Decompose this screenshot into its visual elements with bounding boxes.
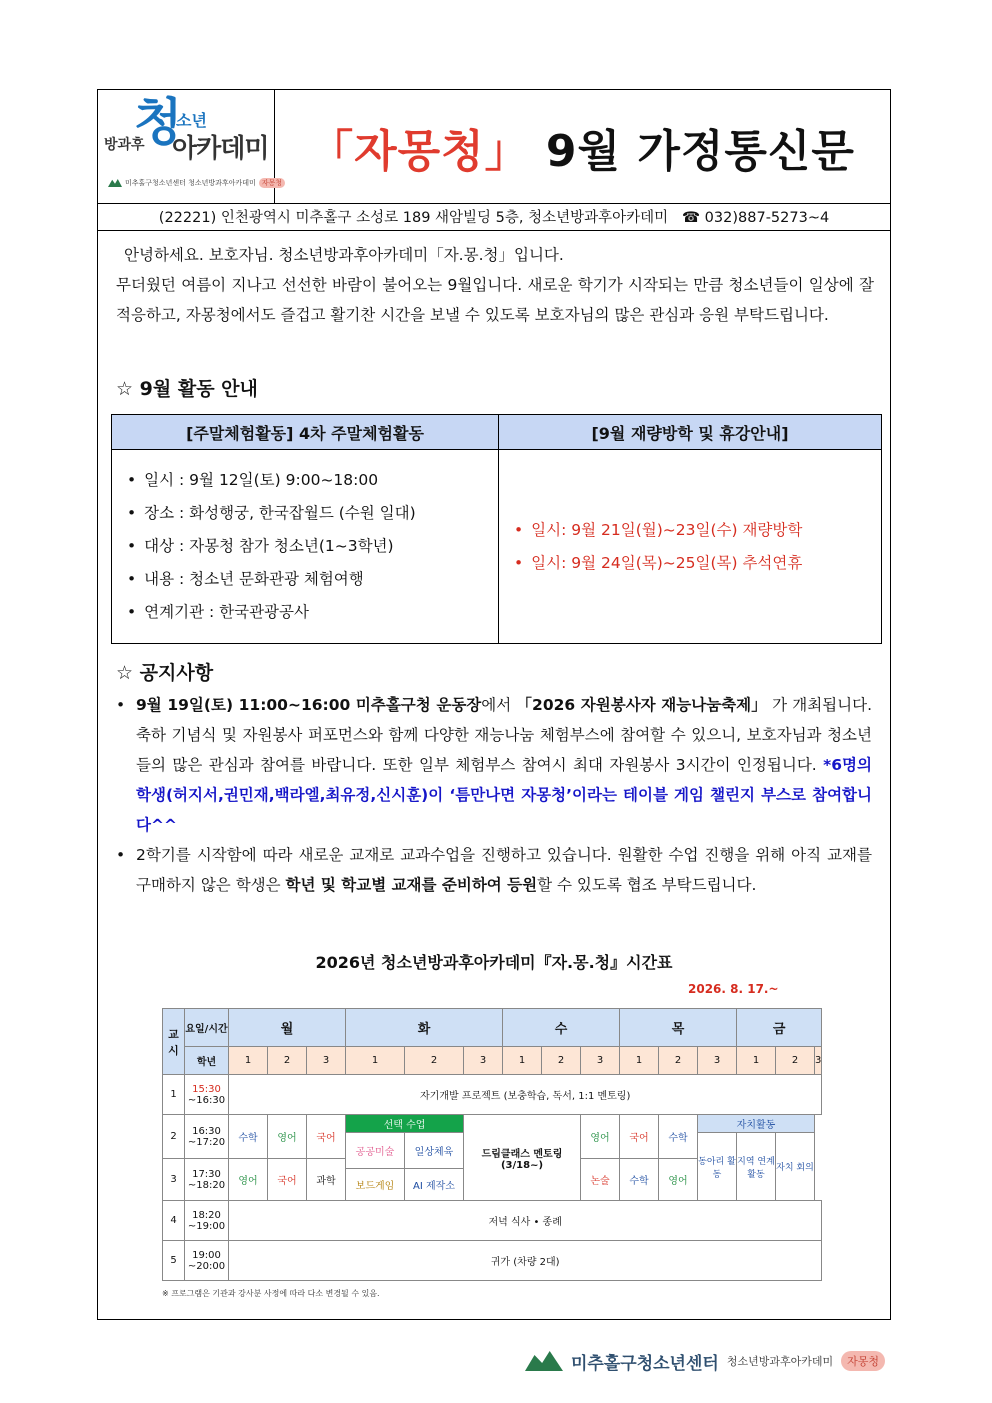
- class-cell: 영어: [581, 1115, 620, 1159]
- address-text: (22221) 인천광역시 미추홀구 소성로 189 새암빌딩 5층, 청소년방과후아카데미 ☎ 032)887-5273~4: [158, 210, 830, 226]
- grade-cell: 2: [268, 1047, 307, 1075]
- day-fri: 금: [737, 1009, 822, 1047]
- activities-header-holiday: [9월 재량방학 및 휴강안내]: [499, 415, 882, 450]
- class-cell: 영어: [268, 1115, 307, 1159]
- intro-paragraph: 무더웠던 여름이 지나고 선선한 바람이 불어오는 9월입니다. 새로운 학기가 시작되는 만큼 청소년들이 일상에 잘 적응하고, 자몽청에서도 즐겁고 활기찬 시간을 보낼 수 있도록 보호자님의 많은 관심과 응원 부탁드립니다.: [116, 276, 874, 324]
- title-rest: 9월 가정통신문: [529, 125, 855, 177]
- grade-cell: 3: [307, 1047, 346, 1075]
- period4-program: 저녁 식사 • 종례: [229, 1201, 822, 1241]
- timetable-period-header: 교시: [163, 1009, 185, 1075]
- mountain-icon: [525, 1351, 563, 1371]
- list-item: • 내용 : 청소년 문화관광 체험여행: [127, 563, 497, 596]
- timetable-date: 2026. 8. 17.~: [688, 982, 779, 996]
- academy-logo: [98, 90, 283, 203]
- newsletter-frame: [97, 89, 891, 1320]
- class-cell: 논술: [581, 1159, 620, 1201]
- section-activities-heading: ☆ 9월 활동 안내: [116, 378, 258, 400]
- class-cell: 일상체육: [405, 1133, 464, 1169]
- notice-item-textbook: [116, 840, 872, 900]
- list-item: • 일시: 9월 24일(목)~25일(목) 추석연휴: [514, 547, 880, 580]
- list-item: • 일시 : 9월 12일(토) 9:00~18:00: [127, 464, 497, 497]
- class-cell: 영어: [659, 1159, 698, 1201]
- period5-program: 귀가 (차량 2대): [229, 1241, 822, 1281]
- class-cell: 공공미술: [346, 1133, 405, 1169]
- title-bracket-open: 「: [309, 125, 355, 177]
- mentoring-cell: [464, 1115, 581, 1201]
- time-start: 18:20: [192, 1209, 221, 1221]
- timetable-grade-header: 학년: [185, 1047, 229, 1075]
- notice2-text2: 할 수 있도록 협조 부탁드립니다.: [537, 876, 757, 894]
- period-time: [185, 1201, 229, 1241]
- period-time: [185, 1075, 229, 1115]
- time-start: 19:00: [192, 1249, 221, 1261]
- notice1-text1: 에서: [481, 696, 517, 714]
- time-start: 15:30: [192, 1083, 221, 1095]
- list-item: • 대상 : 자몽청 참가 청소년(1~3학년): [127, 530, 497, 563]
- logo-org: 미추홀구청소년센터: [125, 179, 186, 187]
- intro-greeting: 안녕하세요. 보호자님. 청소년방과후아카데미「자.몽.청」입니다.: [124, 246, 564, 264]
- footer-sub: 청소년방과후아카데미: [726, 1355, 834, 1368]
- elective-header: 선택 수업: [346, 1115, 464, 1133]
- self-govern-header: 자치활동: [698, 1115, 815, 1133]
- period1-program: 자기개발 프로젝트 (보충학습, 독서, 1:1 멘토링): [229, 1075, 822, 1115]
- logo-badge: 자몽청: [259, 178, 285, 188]
- mentoring-sub: (3/18~): [500, 1159, 544, 1171]
- logo-small-right: 아카데미: [172, 134, 269, 164]
- day-wed: 수: [503, 1009, 620, 1047]
- day-tue: 화: [346, 1009, 503, 1047]
- grade-cell: 1: [737, 1047, 776, 1075]
- activities-table: [111, 414, 882, 644]
- class-cell: 국어: [620, 1115, 659, 1159]
- logo-char: 청: [134, 93, 183, 151]
- grade-cell: 2: [776, 1047, 815, 1075]
- period-number: 2: [163, 1115, 185, 1159]
- period-number: 3: [163, 1159, 185, 1201]
- activities-header-weekend: [주말체험활동] 4차 주말체험활동: [112, 415, 499, 450]
- holiday-details: [499, 450, 882, 644]
- page-footer: [525, 1346, 885, 1376]
- grade-cell: 3: [581, 1047, 620, 1075]
- intro-text: [116, 240, 874, 330]
- title-name: 자몽청: [354, 125, 485, 177]
- notice-item-festival: [116, 690, 872, 840]
- class-cell: 국어: [268, 1159, 307, 1201]
- header: [98, 90, 890, 204]
- grade-cell: 2: [659, 1047, 698, 1075]
- class-cell: 보드게임: [346, 1169, 405, 1201]
- day-thu: 목: [620, 1009, 737, 1047]
- class-cell: 동아리 활동: [698, 1133, 737, 1201]
- mentoring-title: 드림클래스 멘토링: [481, 1148, 563, 1160]
- period-time: [185, 1159, 229, 1201]
- notice1-highlight: *6명의 학생(허지서,권민재,백라엘,최유정,신시훈)이 ‘틈만나면 자몽청’이라는 테이블 게임 챌린지 부스로 참여합니다^^: [136, 756, 872, 834]
- class-cell: 영어: [229, 1159, 268, 1201]
- time-start: 16:30: [192, 1125, 221, 1137]
- class-cell: 자치 회의: [776, 1133, 815, 1201]
- notice1-datetime: 9월 19일(토) 11:00~16:00 미추홀구청 운동장: [136, 696, 482, 714]
- grade-cell: 1: [620, 1047, 659, 1075]
- footer-badge: 자몽청: [841, 1351, 885, 1371]
- class-cell: 국어: [307, 1115, 346, 1159]
- notice1-event: 「2026 자원봉사자 재능나눔축제」: [516, 696, 767, 714]
- time-start: 17:30: [192, 1168, 221, 1180]
- timetable-title: 2026년 청소년방과후아카데미『자.몽.청』시간표: [315, 953, 673, 972]
- grade-cell: 3: [815, 1047, 822, 1075]
- logo-small-right-top: 소년: [176, 111, 207, 130]
- time-end: ~18:20: [187, 1179, 226, 1191]
- timetable-day-header: 요일/시간: [185, 1009, 229, 1047]
- page-title: [274, 90, 890, 203]
- period-time: [185, 1241, 229, 1281]
- grade-cell: 1: [346, 1047, 405, 1075]
- period-time: [185, 1115, 229, 1159]
- notice-list: [116, 690, 872, 900]
- list-item: • 연계기관 : 한국관광공사: [127, 596, 497, 629]
- class-cell: 수학: [620, 1159, 659, 1201]
- logo-small-left: 방과후: [104, 137, 145, 153]
- time-end: ~16:30: [187, 1094, 226, 1106]
- title-bracket-close: 」: [484, 125, 530, 177]
- section-notice-heading: ☆ 공지사항: [116, 662, 214, 684]
- logo-footer: [108, 178, 285, 188]
- list-item: • 일시: 9월 21일(월)~23일(수) 재량방학: [514, 514, 880, 547]
- grade-cell: 3: [464, 1047, 503, 1075]
- class-cell: 수학: [659, 1115, 698, 1159]
- class-cell: 수학: [229, 1115, 268, 1159]
- time-end: ~17:20: [187, 1136, 226, 1148]
- weekend-details: [112, 450, 499, 644]
- period-number: 1: [163, 1075, 185, 1115]
- grade-cell: 1: [503, 1047, 542, 1075]
- class-cell: AI 제작소: [405, 1169, 464, 1201]
- time-end: ~19:00: [187, 1220, 226, 1232]
- footer-org: 미추홀구청소년센터: [571, 1353, 719, 1374]
- grade-cell: 3: [698, 1047, 737, 1075]
- notice2-bold: 학년 및 학교별 교재를 준비하여 등원: [285, 876, 538, 894]
- class-cell: 지역 연계 활동: [737, 1133, 776, 1201]
- grade-cell: 1: [229, 1047, 268, 1075]
- timetable: [162, 1008, 822, 1281]
- notice1-text2: 가 개최됩니다. 축하 기념식 및 자원봉사 퍼포먼스와 함께 다양한 재능나눔 체험부스에 참여할 수 있으니, 보호자님과 청소년들의 많은 관심과 참여를 바랍니다. 또한 일부 체험부스 참여시 최대 자원봉사 3시간이 인정됩니다.: [136, 696, 873, 774]
- period-number: 5: [163, 1241, 185, 1281]
- mountain-icon: [108, 179, 122, 187]
- list-item: • 장소 : 화성행궁, 한국잡월드 (수원 일대): [127, 497, 497, 530]
- day-mon: 월: [229, 1009, 346, 1047]
- timetable-note: ※ 프로그램은 기관과 강사분 사정에 따라 다소 변경될 수 있음.: [162, 1289, 380, 1298]
- period-number: 4: [163, 1201, 185, 1241]
- logo-sub: 청소년방과후아카데미: [188, 179, 256, 187]
- time-end: ~20:00: [187, 1260, 226, 1272]
- grade-cell: 2: [405, 1047, 464, 1075]
- grade-cell: 2: [542, 1047, 581, 1075]
- class-cell: 과학: [307, 1159, 346, 1201]
- notice2-text1: 2학기를 시작함에 따라 새로운 교재로 교과수업을 진행하고 있습니다. 원활한 수업 진행을 위해 아직 교재를 구매하지 않은 학생은: [136, 846, 872, 894]
- address-bar: [98, 203, 890, 231]
